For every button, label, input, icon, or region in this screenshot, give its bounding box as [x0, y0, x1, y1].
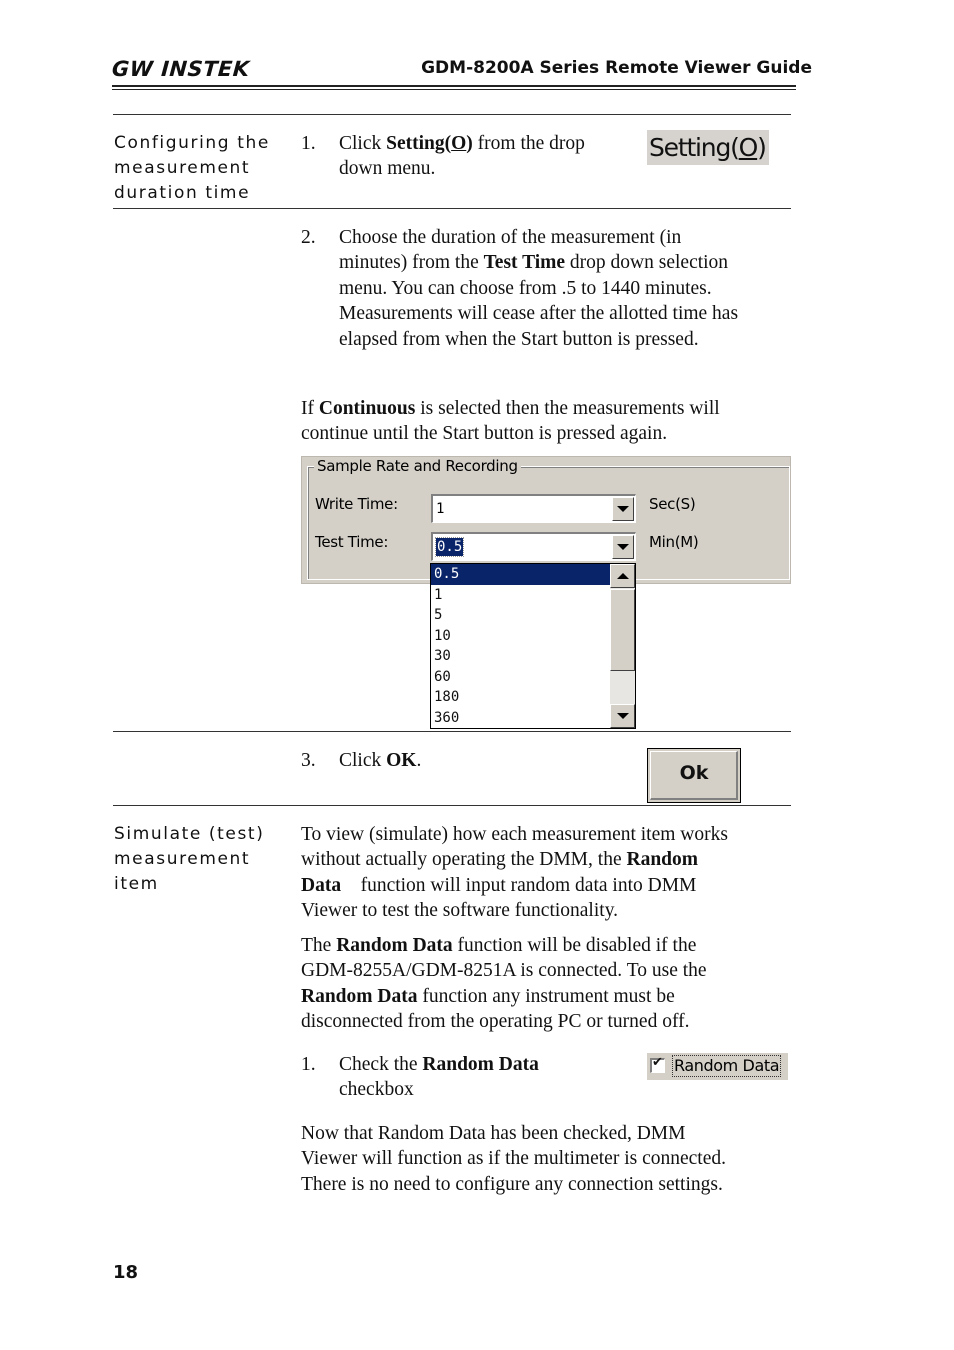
step-1-text: Click Setting(O) from the drop down menu.	[339, 133, 585, 180]
test-time-dropdown-list[interactable]	[430, 563, 636, 729]
ok-button-label: Ok	[679, 762, 709, 784]
simulate-step-1-text: Check the Random Data checkbox	[339, 1054, 539, 1101]
chevron-down-icon	[617, 713, 629, 719]
write-time-select[interactable]	[431, 494, 636, 523]
section-rule	[113, 114, 791, 115]
scroll-up-button[interactable]	[610, 564, 635, 588]
chevron-down-icon[interactable]	[612, 497, 634, 521]
simulate-paragraph-1: To view (simulate) how each measurement item works without actually operating the DMM, the Random Data function will input random data into DMM Viewer to test the software functionality.	[301, 824, 728, 922]
dropdown-option[interactable]: 30	[434, 648, 451, 664]
header-rule	[112, 85, 796, 87]
random-data-label: Random Data	[674, 1056, 780, 1075]
step-3-text: Click OK.	[339, 750, 422, 771]
test-time-label: Test Time:	[315, 533, 389, 551]
dropdown-scrollbar[interactable]	[610, 564, 635, 728]
dropdown-option[interactable]: 1	[434, 586, 443, 603]
step-3-number: 3.	[301, 750, 316, 771]
step-2-number: 2.	[301, 227, 316, 248]
simulate-paragraph-3: Now that Random Data has been checked, DMM Viewer will function as if the multimeter is connected. There is no need to configure any connection settings.	[301, 1123, 726, 1195]
dropdown-option[interactable]: 180	[434, 689, 460, 705]
dropdown-option[interactable]: 60	[434, 668, 451, 685]
test-time-unit: Min(M)	[649, 533, 699, 551]
simulate-paragraph-2: The Random Data function will be disabled if the GDM-8255A/GDM-8251A is connected. To use the Random Data function any instrument must be disconnected from the operating PC or turned off.	[301, 935, 707, 1033]
checkbox-box[interactable]	[650, 1055, 665, 1073]
group-title: Sample Rate and Recording	[314, 457, 521, 475]
dropdown-option[interactable]: 360	[434, 709, 460, 726]
continuous-note: If Continuous is selected then the measurements will continue until the Start button is pressed again.	[301, 398, 720, 445]
checkmark-icon: ✔	[652, 1055, 663, 1070]
chevron-down-icon[interactable]	[612, 535, 634, 559]
write-time-unit: Sec(S)	[649, 495, 696, 513]
step-2-text: Choose the duration of the measurement (in minutes) from the Test Time drop down selection menu. You can choose from .5 to 1440 minutes. Measurements will cease after the allotted time has elapsed from when the Start button is pressed.	[339, 227, 739, 350]
page-number: 18	[113, 1262, 139, 1283]
dropdown-option[interactable]: 10	[434, 627, 451, 644]
section-rule	[113, 208, 791, 209]
header-rule-thin	[112, 89, 796, 90]
scroll-thumb[interactable]	[610, 589, 635, 671]
step-1-number: 1.	[301, 133, 316, 154]
gw-instek-logo: GW INSTEK	[111, 57, 251, 81]
dropdown-option[interactable]: 5	[434, 607, 443, 623]
document-title: GDM-8200A Series Remote Viewer Guide	[421, 58, 812, 78]
section-label-simulate: Simulate (test) measurement item	[114, 824, 265, 894]
scroll-down-button[interactable]	[610, 704, 635, 728]
random-data-checkbox-control[interactable]	[647, 1053, 788, 1080]
write-time-label: Write Time:	[315, 495, 398, 513]
test-time-select[interactable]	[431, 532, 636, 561]
chevron-up-icon	[617, 573, 629, 579]
dropdown-option[interactable]: 0.5	[431, 564, 611, 585]
section-rule	[113, 805, 791, 806]
section-rule	[113, 731, 791, 732]
setting-menu-button[interactable]: Setting(O)	[647, 130, 769, 165]
write-time-value: 1	[436, 501, 445, 517]
section-label-duration: Configuring the measurement duration time	[114, 133, 270, 203]
ok-button[interactable]	[647, 748, 741, 803]
test-time-value: 0.5	[437, 539, 463, 555]
simulate-step-1-number: 1.	[301, 1054, 316, 1075]
